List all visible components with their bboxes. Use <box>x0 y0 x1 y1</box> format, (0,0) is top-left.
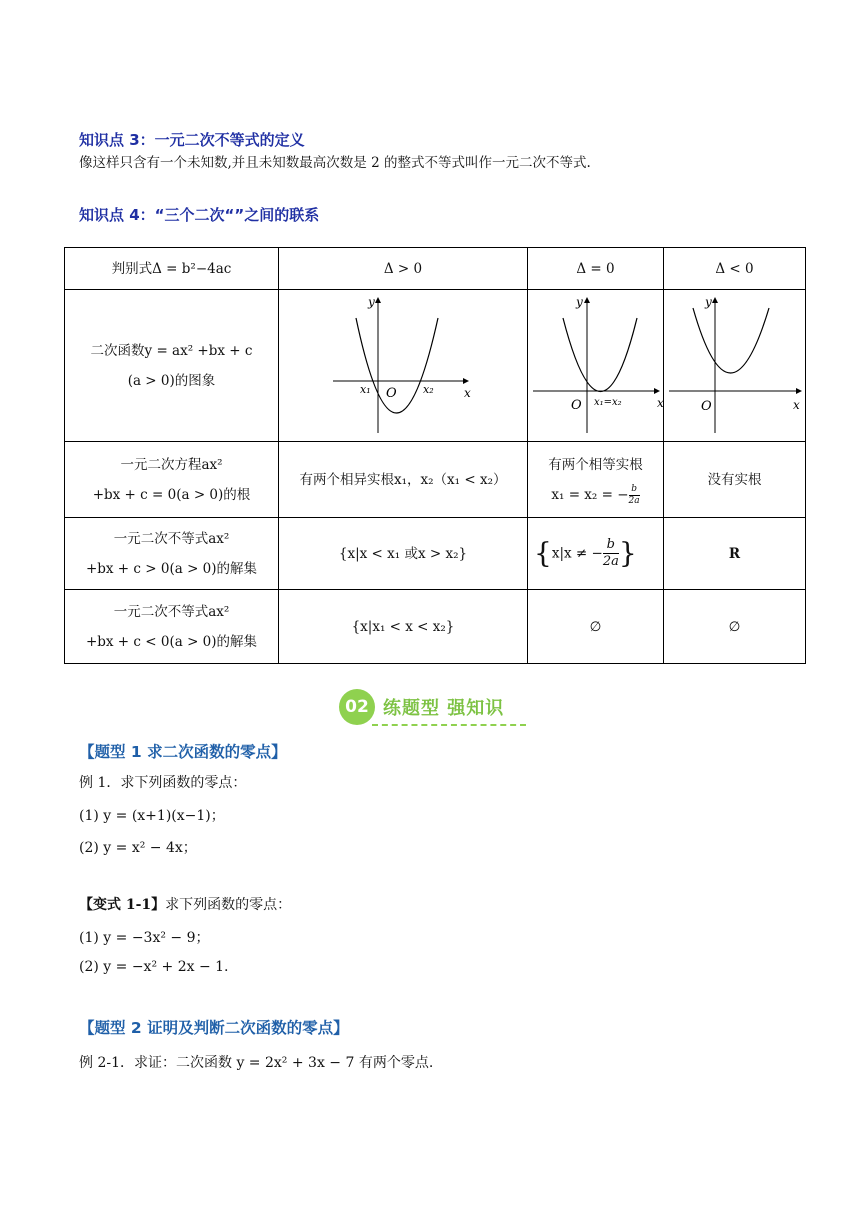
x-axis-label: x <box>464 386 471 400</box>
kp3-title: 知识点 3：一元二次不等式的定义 <box>79 131 305 149</box>
label-line: 一元二次方程ax² <box>120 456 223 473</box>
parabola-two-roots-graph <box>328 293 478 438</box>
root-row-label <box>65 442 279 518</box>
gt-cell-positive: {x|x < x₁ 或x > x₂} <box>279 518 528 590</box>
fraction <box>629 484 640 507</box>
label-line: +bx + c = 0(a > 0)的根 <box>92 486 251 503</box>
label-line: 一元二次不等式ax² <box>113 530 230 547</box>
variant1-q2: (2) y = −x² + 2x − 1. <box>79 959 229 975</box>
section-underline <box>372 724 526 726</box>
root-x2-label: x₂ <box>423 383 434 396</box>
formula-text: x₁ = x₂ = − <box>551 486 629 503</box>
example2-prompt: 例 2-1．求证：二次函数 y = 2x² + 3x − 7 有两个零点. <box>79 1055 434 1071</box>
table-row <box>65 518 806 590</box>
graph-cell-zero <box>528 290 664 442</box>
gt-cell-negative: R <box>664 518 806 590</box>
header-discriminant: 判别式Δ = b²−4ac <box>65 248 279 290</box>
label-line: (a > 0)的图象 <box>127 372 216 389</box>
type1-title: 【题型 1 求二次函数的零点】 <box>79 743 287 761</box>
root-cell-positive: 有两个相异实根x₁，x₂（x₁ < x₂） <box>279 442 528 518</box>
fraction-denominator: 2a <box>628 495 640 506</box>
origin-label: O <box>386 386 397 401</box>
set-text: x|x ≠ − <box>551 545 603 562</box>
fraction-numerator: b <box>629 484 640 496</box>
y-axis-label: y <box>704 295 712 309</box>
variant1-text: 求下列函数的零点： <box>165 897 292 913</box>
quadratic-relation-table <box>64 247 806 664</box>
x-axis-label: x <box>792 398 800 412</box>
example1-q1: (1) y = (x+1)(x−1)； <box>79 808 225 824</box>
kp3-text: 像这样只含有一个未知数,并且未知数最高次数是 2 的整式不等式叫作一元二次不等式. <box>79 155 591 171</box>
equal-roots-text: 有两个相等实根 <box>548 456 643 473</box>
gt-cell-zero: {x|x ≠ − $\frac{b}{2a}$ } <box>528 518 664 590</box>
header-zero: Δ = 0 <box>528 248 664 290</box>
kp4-title: 知识点 4：“三个二次“”之间的联系 <box>79 206 320 224</box>
double-root-label: x₁=x₂ <box>593 397 622 408</box>
label-line: +bx + c > 0(a > 0)的解集 <box>85 560 258 577</box>
y-axis-label: y <box>368 295 375 309</box>
example1-q2: (2) y = x² − 4x； <box>79 840 197 856</box>
example1-prompt: 例 1．求下列函数的零点： <box>79 775 247 791</box>
variant1-line <box>79 894 291 914</box>
lt-cell-zero: ∅ <box>528 590 664 664</box>
root-cell-zero <box>528 442 664 518</box>
x-axis-label: x <box>656 396 664 410</box>
gt-row-label <box>65 518 279 590</box>
root-x1-label: x₁ <box>360 383 371 396</box>
lt-row-label <box>65 590 279 664</box>
y-axis-label: y <box>575 295 583 309</box>
table-row <box>65 248 806 290</box>
label-line: 二次函数y = ax² +bx + c <box>90 342 253 359</box>
table-row <box>65 290 806 442</box>
fraction-denominator: 2a <box>602 554 619 569</box>
lt-cell-negative: ∅ <box>664 590 806 664</box>
origin-label: O <box>700 399 712 414</box>
table-row <box>65 442 806 518</box>
label-line: 一元二次不等式ax² <box>113 603 230 620</box>
graph-cell-positive <box>279 290 528 442</box>
section-number-badge: 02 <box>339 689 375 725</box>
fraction <box>603 537 619 570</box>
header-negative: Δ < 0 <box>664 248 806 290</box>
graph-row-label <box>65 290 279 442</box>
lt-cell-positive: {x|x₁ < x < x₂} <box>279 590 528 664</box>
fraction-numerator: b <box>603 537 619 554</box>
variant1-title: 【变式 1-1】 <box>79 897 166 913</box>
table-row <box>65 590 806 664</box>
equal-roots-formula <box>534 480 657 510</box>
type2-title: 【题型 2 证明及判断二次函数的零点】 <box>79 1019 349 1037</box>
section-title: 练题型 强知识 <box>383 698 505 719</box>
variant1-q1: (1) y = −3x² − 9； <box>79 930 210 946</box>
root-cell-negative: 没有实根 <box>664 442 806 518</box>
graph-cell-negative <box>664 290 806 442</box>
label-line: +bx + c < 0(a > 0)的解集 <box>85 633 258 650</box>
parabola-no-root-graph <box>665 293 805 438</box>
origin-label: O <box>570 398 582 413</box>
header-positive: Δ > 0 <box>279 248 528 290</box>
parabola-one-root-graph <box>529 293 663 438</box>
